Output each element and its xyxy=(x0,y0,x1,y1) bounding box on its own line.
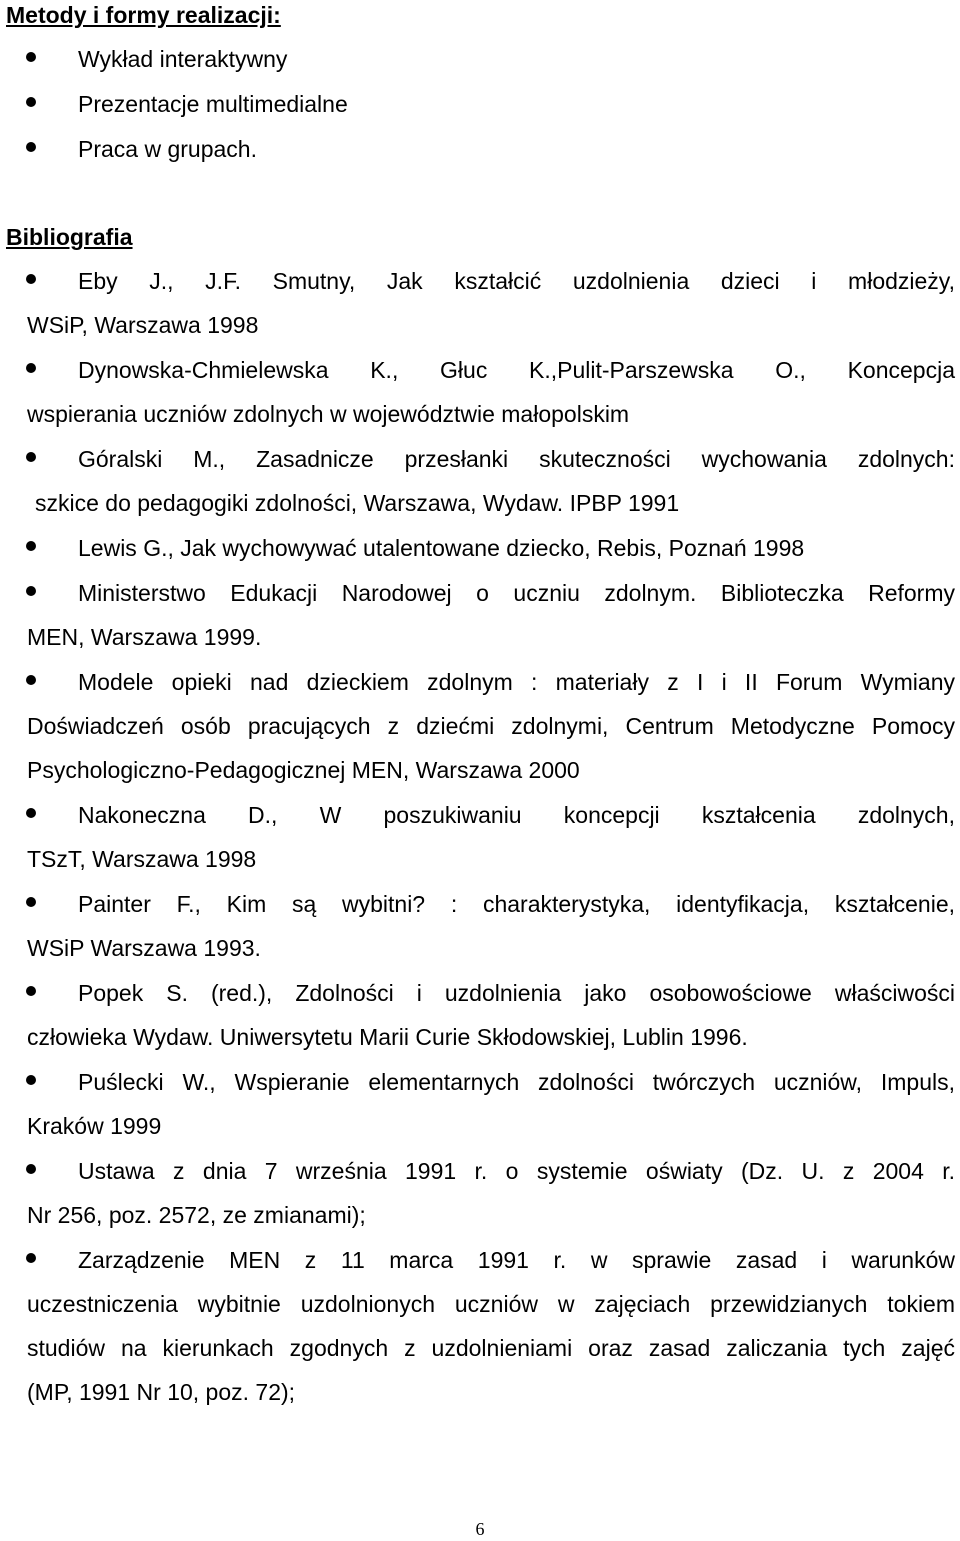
bullet-icon xyxy=(26,142,36,152)
bibliography-heading: Bibliografia xyxy=(6,224,133,250)
methods-item-text: Prezentacje multimedialne xyxy=(78,91,348,117)
bullet-icon xyxy=(26,586,36,596)
bibliography-entry-line: Góralski M., Zasadnicze przesłanki skuteczności wychowania zdolnych: xyxy=(78,446,955,472)
methods-item-text: Wykład interaktywny xyxy=(78,46,288,72)
bibliography-entry-line: wspierania uczniów zdolnych w województwie małopolskim xyxy=(27,401,630,427)
bibliography-entry xyxy=(0,437,960,525)
bibliography-entry xyxy=(0,793,960,881)
methods-item-text: Praca w grupach. xyxy=(78,136,257,162)
bibliography-entry-line: Nakoneczna D., W poszukiwaniu koncepcji kształcenia zdolnych, xyxy=(78,802,955,828)
bibliography-entry-line: Lewis G., Jak wychowywać utalentowane dziecko, Rebis, Poznań 1998 xyxy=(78,535,805,561)
bibliography-entry-line: uczestniczenia wybitnie uzdolnionych uczniów w zajęciach przewidzianych tokiem xyxy=(27,1291,955,1317)
bullet-icon xyxy=(26,1075,36,1085)
bibliography-entry-line: Doświadczeń osób pracujących z dziećmi zdolnymi, Centrum Metodyczne Pomocy xyxy=(27,713,955,739)
bibliography-entry-line: Psychologiczno-Pedagogicznej MEN, Warszawa 2000 xyxy=(27,757,580,783)
bullet-icon xyxy=(26,1253,36,1263)
bibliography-entry xyxy=(0,259,960,347)
bullet-icon xyxy=(26,1164,36,1174)
bibliography-entry-line: szkice do pedagogiki zdolności, Warszawa, Wydaw. IPBP 1991 xyxy=(35,490,680,516)
bibliography-entry xyxy=(0,526,960,570)
bibliography-entry xyxy=(0,1149,960,1237)
bibliography-entry-line: WSiP, Warszawa 1998 xyxy=(27,312,259,338)
bibliography-entry-line: Dynowska-Chmielewska K., Głuc K.,Pulit-Parszewska O., Koncepcja xyxy=(78,357,955,383)
bibliography-entry-line: Puślecki W., Wspieranie elementarnych zdolności twórczych uczniów, Impuls, xyxy=(78,1069,955,1095)
bibliography-entry xyxy=(0,571,960,659)
bibliography-entry-line: Ustawa z dnia 7 września 1991 r. o systemie oświaty (Dz. U. z 2004 r. xyxy=(78,1158,955,1184)
bibliography-entry-line: WSiP Warszawa 1993. xyxy=(27,935,261,961)
bibliography-entry xyxy=(0,882,960,970)
bibliography-entry xyxy=(0,1238,960,1414)
bibliography-entry-line: Zarządzenie MEN z 11 marca 1991 r. w sprawie zasad i warunków xyxy=(78,1247,955,1273)
bibliography-entry-line: człowieka Wydaw. Uniwersytetu Marii Curie Skłodowskiej, Lublin 1996. xyxy=(27,1024,748,1050)
bullet-icon xyxy=(26,452,36,462)
bibliography-entry xyxy=(0,660,960,792)
methods-list-item xyxy=(0,127,960,171)
bibliography-entry xyxy=(0,971,960,1059)
methods-heading: Metody i formy realizacji: xyxy=(6,2,281,28)
bibliography-entry xyxy=(0,1060,960,1148)
bibliography-entry-line: Nr 256, poz. 2572, ze zmianami); xyxy=(27,1202,366,1228)
bullet-icon xyxy=(26,363,36,373)
bullet-icon xyxy=(26,808,36,818)
bullet-icon xyxy=(26,274,36,284)
bibliography-entry-line: Ministerstwo Edukacji Narodowej o uczniu zdolnym. Biblioteczka Reformy xyxy=(78,580,955,606)
bullet-icon xyxy=(26,897,36,907)
bibliography-entry-line: Modele opieki nad dzieckiem zdolnym : materiały z I i II Forum Wymiany xyxy=(78,669,955,695)
bibliography-entry-line: Kraków 1999 xyxy=(27,1113,162,1139)
bibliography-entry-line: Eby J., J.F. Smutny, Jak kształcić uzdolnienia dzieci i młodzieży, xyxy=(78,268,955,294)
bibliography-entry-line: TSzT, Warszawa 1998 xyxy=(27,846,257,872)
page-number: 6 xyxy=(475,1519,485,1539)
bullet-icon xyxy=(26,52,36,62)
bullet-icon xyxy=(26,986,36,996)
bullet-icon xyxy=(26,675,36,685)
bullet-icon xyxy=(26,541,36,551)
bibliography-entry-line: Popek S. (red.), Zdolności i uzdolnienia jako osobowościowe właściwości xyxy=(78,980,955,1006)
bibliography-entry-line: MEN, Warszawa 1999. xyxy=(27,624,262,650)
bibliography-entry-line: (MP, 1991 Nr 10, poz. 72); xyxy=(27,1379,296,1405)
methods-list-item xyxy=(0,37,960,81)
methods-list-item xyxy=(0,82,960,126)
bibliography-entry xyxy=(0,348,960,436)
bibliography-entry-line: studiów na kierunkach zgodnych z uzdolnieniami oraz zasad zaliczania tych zajęć xyxy=(27,1335,955,1361)
bibliography-entry-line: Painter F., Kim są wybitni? : charakterystyka, identyfikacja, kształcenie, xyxy=(78,891,955,917)
bullet-icon xyxy=(26,97,36,107)
